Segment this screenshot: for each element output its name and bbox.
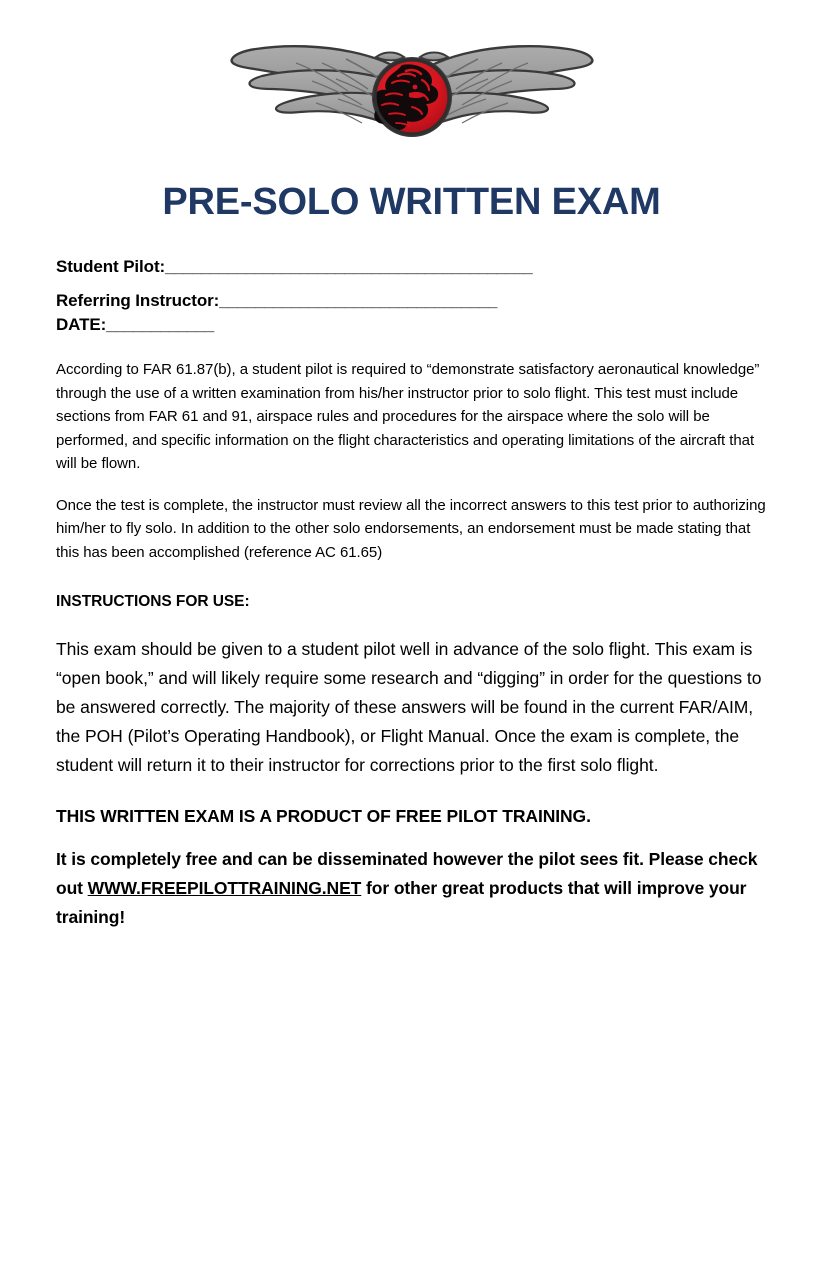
closing-text-after-url: for other great products that will improve your training! <box>56 878 747 927</box>
free-pilot-training-link[interactable]: WWW.FREEPILOTTRAINING.NET <box>87 878 362 898</box>
spacer <box>56 780 768 802</box>
pilot-wings-logo <box>0 34 823 152</box>
field-blank-date[interactable]: ____________ <box>106 315 214 334</box>
spacer <box>56 564 768 590</box>
closing-text-before-url: It is completely free and can be disseminated however the pilot sees fit. Please check out <box>56 849 758 898</box>
paragraph-review-endorsement: Once the test is complete, the instructor must review all the incorrect answers to this test prior to authorizing him/her to fly solo. In addition to the other solo endorsements, an endorsement must be made stating that this has been accomplished (reference AC 61.65) <box>56 496 766 561</box>
spacer <box>56 613 768 635</box>
field-label-referring-instructor: Referring Instructor: <box>56 291 220 310</box>
product-statement: THIS WRITTEN EXAM IS A PRODUCT OF FREE PILOT TRAINING. <box>56 806 591 826</box>
closing-statement <box>56 845 768 932</box>
field-blank-referring-instructor[interactable]: _______________________________ <box>219 291 497 310</box>
field-referring-instructor[interactable] <box>56 290 768 312</box>
field-date[interactable] <box>56 314 768 336</box>
pilot-wings-badge-icon <box>226 35 598 151</box>
field-student-pilot[interactable] <box>56 256 768 278</box>
page-title: PRE-SOLO WRITTEN EXAM <box>162 181 661 223</box>
center-medallion <box>372 57 452 137</box>
field-blank-student-pilot[interactable]: _________________________________________ <box>165 257 533 276</box>
document-body <box>56 256 768 932</box>
spacer <box>56 831 768 845</box>
instructions-heading: INSTRUCTIONS FOR USE: <box>56 593 250 610</box>
spacer <box>56 278 768 290</box>
field-label-date: DATE: <box>56 315 107 334</box>
field-label-student-pilot: Student Pilot: <box>56 257 166 276</box>
paragraph-instructions-detail: This exam should be given to a student pilot well in advance of the solo flight. This exam is “open book,” and will likely require some research and “digging” in order for the questions to be answered correctly. The majority of these answers will be found in the current FAR/AIM, the POH (Pilot’s Operating Handbook), or Flight Manual. Once the exam is complete, the student will return it to their instructor for corrections prior to the first solo flight. <box>56 639 762 775</box>
spacer <box>56 336 768 358</box>
spacer <box>56 476 768 494</box>
paragraph-far-requirement: According to FAR 61.87(b), a student pilot is required to “demonstrate satisfactory aeronautical knowledge” through the use of a written examination from his/her instructor prior to solo flight. This test must include sections from FAR 61 and 91, airspace rules and procedures for the airspace where the solo will be performed, and specific information on the flight characteristics and operating limitations of the aircraft that will be flown. <box>56 361 760 472</box>
